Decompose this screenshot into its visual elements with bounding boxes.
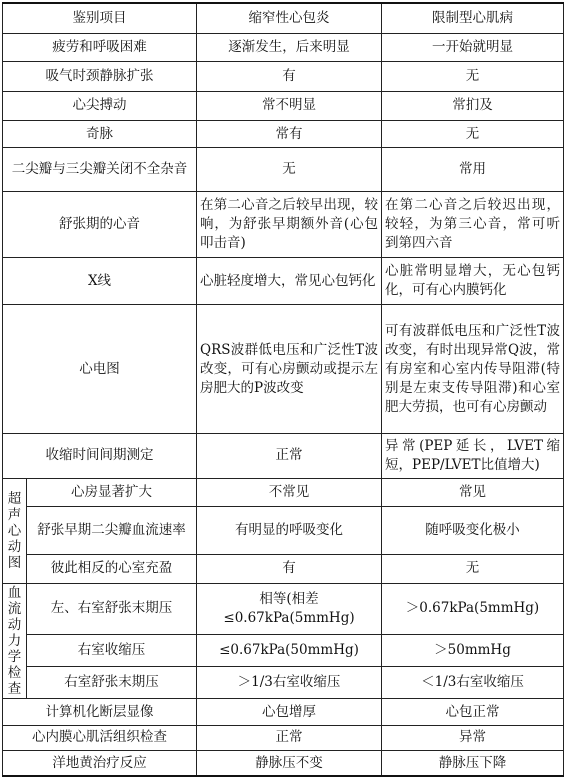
- category-text: 超声心动图: [7, 490, 22, 571]
- item-cell: 右室舒张末期压: [27, 666, 197, 698]
- cell-restrictive: 无: [382, 62, 564, 91]
- cell-constrictive: 正常: [197, 434, 382, 479]
- table-row: [3, 699, 564, 725]
- cell-restrictive: 在第二心音之后较迟出现，较轻，为第三心音，常可听到第四六音: [382, 191, 564, 257]
- table-row: [3, 257, 564, 305]
- item-cell: 舒张早期二尖瓣血流速率: [27, 506, 197, 554]
- table-row: [3, 751, 564, 776]
- item-cell: 心电图: [3, 305, 197, 434]
- header-cell: 缩窄性心包炎: [197, 3, 382, 33]
- item-cell: 收缩时间间期测定: [3, 434, 197, 479]
- cell-constrictive: ＞1/3右室收缩压: [197, 666, 382, 698]
- cell-constrictive: 有: [197, 554, 382, 583]
- cell-restrictive: 随呼吸变化极小: [382, 506, 564, 554]
- echo-category-label: [3, 478, 27, 583]
- cell-constrictive: 正常: [197, 725, 382, 750]
- cell-restrictive: ＜1/3右室收缩压: [382, 666, 564, 698]
- cell-restrictive: 无: [382, 121, 564, 148]
- cell-constrictive: ≤0.67kPa(50mmHg): [197, 634, 382, 666]
- cell-constrictive: 有明显的呼吸变化: [197, 506, 382, 554]
- item-cell: 舒张期的心音: [3, 191, 197, 257]
- cell-constrictive: 相等(相差≤0.67kPa(5mmHg): [197, 583, 382, 634]
- table-row: [3, 62, 564, 91]
- cell-constrictive: QRS波群低电压和广泛性T波改变，可有心房颤动或提示左房肥大的P波改变: [197, 305, 382, 434]
- cell-restrictive: ＞0.67kPa(5mmHg): [382, 583, 564, 634]
- cell-restrictive: 心包正常: [382, 699, 564, 725]
- item-cell: 计算机化断层显像: [3, 699, 197, 725]
- header-cell: 鉴别项目: [3, 3, 197, 33]
- comparison-table: [2, 2, 564, 777]
- cell-constrictive: 心脏轻度增大，常见心包钙化: [197, 257, 382, 305]
- item-cell: 吸气时颈静脉扩张: [3, 62, 197, 91]
- cell-restrictive: 异常: [382, 725, 564, 750]
- cell-restrictive: 心脏常明显增大，无心包钙化，可有心内膜钙化: [382, 257, 564, 305]
- table-row: [3, 91, 564, 120]
- item-cell: 奇脉: [3, 121, 197, 148]
- cell-constrictive: 常有: [197, 121, 382, 148]
- cell-constrictive: 逐渐发生，后来明显: [197, 33, 382, 61]
- table-row: [3, 554, 564, 583]
- table-row: [3, 33, 564, 61]
- cell-restrictive: 异常(PEP延长，LVET缩短，PEP/LVET比值增大): [382, 434, 564, 479]
- item-cell: 洋地黄治疗反应: [3, 751, 197, 776]
- category-text: 血流动力学检查: [7, 585, 22, 698]
- cell-restrictive: 一开始就明显: [382, 33, 564, 61]
- cell-restrictive: 静脉压下降: [382, 751, 564, 776]
- hemo-category-label: [3, 583, 27, 698]
- item-cell: 疲劳和呼吸困难: [3, 33, 197, 61]
- cell-constrictive: 有: [197, 62, 382, 91]
- table-row: [3, 506, 564, 554]
- cell-constrictive: 常不明显: [197, 91, 382, 120]
- cell-restrictive: 常用: [382, 148, 564, 192]
- cell-constrictive: 无: [197, 148, 382, 192]
- item-cell: 左、右室舒张末期压: [27, 583, 197, 634]
- item-cell: 彼此相反的心室充盈: [27, 554, 197, 583]
- item-cell: 心尖搏动: [3, 91, 197, 120]
- table-row: [3, 191, 564, 257]
- cell-constrictive: 静脉压不变: [197, 751, 382, 776]
- table-row: [3, 434, 564, 479]
- table-row: [3, 634, 564, 666]
- cell-restrictive: 无: [382, 554, 564, 583]
- table-row: [3, 666, 564, 698]
- table-header-row: [3, 3, 564, 33]
- cell-constrictive: 在第二心音之后较早出现，较响，为舒张早期额外音(心包叩击音): [197, 191, 382, 257]
- table-row: [3, 725, 564, 750]
- table-row: [3, 148, 564, 192]
- cell-restrictive: ＞50mmHg: [382, 634, 564, 666]
- cell-restrictive: 常扪及: [382, 91, 564, 120]
- table-row: [3, 583, 564, 634]
- cell-constrictive: 不常见: [197, 478, 382, 506]
- header-cell: 限制型心肌病: [382, 3, 564, 33]
- table-row: [3, 478, 564, 506]
- item-cell: 心内膜心肌活组织检查: [3, 725, 197, 750]
- cell-constrictive: 心包增厚: [197, 699, 382, 725]
- cell-restrictive: 可有波群低电压和广泛性T波改变，有时出现异常Q波，常有房室和心室内传导阻滞(特别是左束支传导阻滞)和心室肥大劳损，也可有心房颤动: [382, 305, 564, 434]
- cell-restrictive: 常见: [382, 478, 564, 506]
- item-cell: 心房显著扩大: [27, 478, 197, 506]
- table-row: [3, 121, 564, 148]
- table-row: [3, 305, 564, 434]
- item-cell: 右室收缩压: [27, 634, 197, 666]
- item-cell: X线: [3, 257, 197, 305]
- item-cell: 二尖瓣与三尖瓣关闭不全杂音: [3, 148, 197, 192]
